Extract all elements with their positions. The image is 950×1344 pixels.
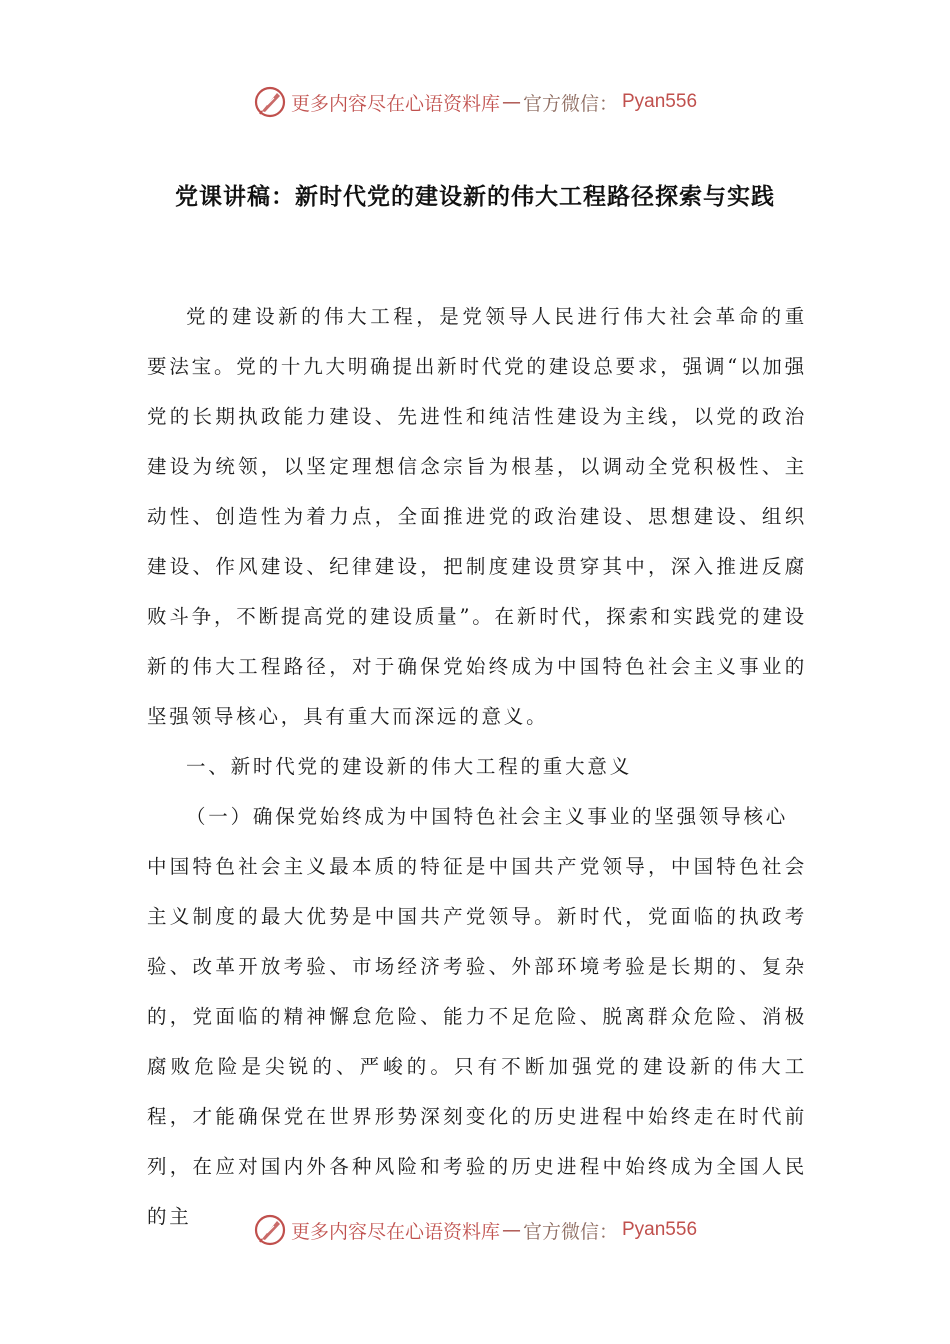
watermark-wechat-label: 官方微信： — [522, 1220, 618, 1243]
document-body — [147, 292, 807, 1242]
quill-logo-icon — [253, 85, 287, 119]
watermark-site-text: 更多内容尽在心语资料库 — [290, 92, 500, 115]
watermark-header — [0, 82, 950, 122]
quill-logo-icon — [253, 1213, 287, 1247]
watermark-dash: — — [501, 91, 521, 113]
paragraph-intro: 党的建设新的伟大工程，是党领导人民进行伟大社会革命的重要法宝。党的十九大明确提出新时代党的建设总要求，强调“以加强党的长期执政能力建设、先进性和纯洁性建设为主线，以党的政治建设为统领，以坚定理想信念宗旨为根基，以调动全党积极性、主动性、创造性为着力点，全面推进党的政治建设、思想建设、组织建设、作风建设、纪律建设，把制度建设贯穿其中，深入推进反腐败斗争，不断提高党的建设质量”。在新时代，探索和实践党的建设新的伟大工程路径，对于确保党始终成为中国特色社会主义事业的坚强领导核心，具有重大而深远的意义。 — [147, 305, 807, 728]
watermark-dash: — — [501, 1219, 521, 1241]
watermark-wechat-id: Pyan556 — [622, 1219, 698, 1240]
watermark-wechat-id: Pyan556 — [622, 91, 698, 112]
watermark-footer — [0, 1210, 950, 1250]
subsection-heading-1: （一）确保党始终成为中国特色社会主义事业的坚强领导核心 — [186, 805, 789, 828]
section-heading-1: 一、新时代党的建设新的伟大工程的重大意义 — [186, 755, 633, 778]
document-title: 党课讲稿：新时代党的建设新的伟大工程路径探索与实践 — [175, 183, 775, 210]
watermark-wechat-label: 官方微信： — [522, 92, 618, 115]
watermark-site-text: 更多内容尽在心语资料库 — [290, 1220, 500, 1243]
paragraph-body: 中国特色社会主义最本质的特征是中国共产党领导，中国特色社会主义制度的最大优势是中国共产党领导。新时代，党面临的执政考验、改革开放考验、市场经济考验、外部环境考验是长期的、复杂的，党面临的精神懈怠危险、能力不足危险、脱离群众危险、消极腐败危险是尖锐的、严峻的。只有不断加强党的建设新的伟大工程，才能确保党在世界形势深刻变化的历史进程中始终走在时代前列，在应对国内外各种风险和考验的历史进程中始终成为全国人民的主 — [147, 855, 807, 1228]
